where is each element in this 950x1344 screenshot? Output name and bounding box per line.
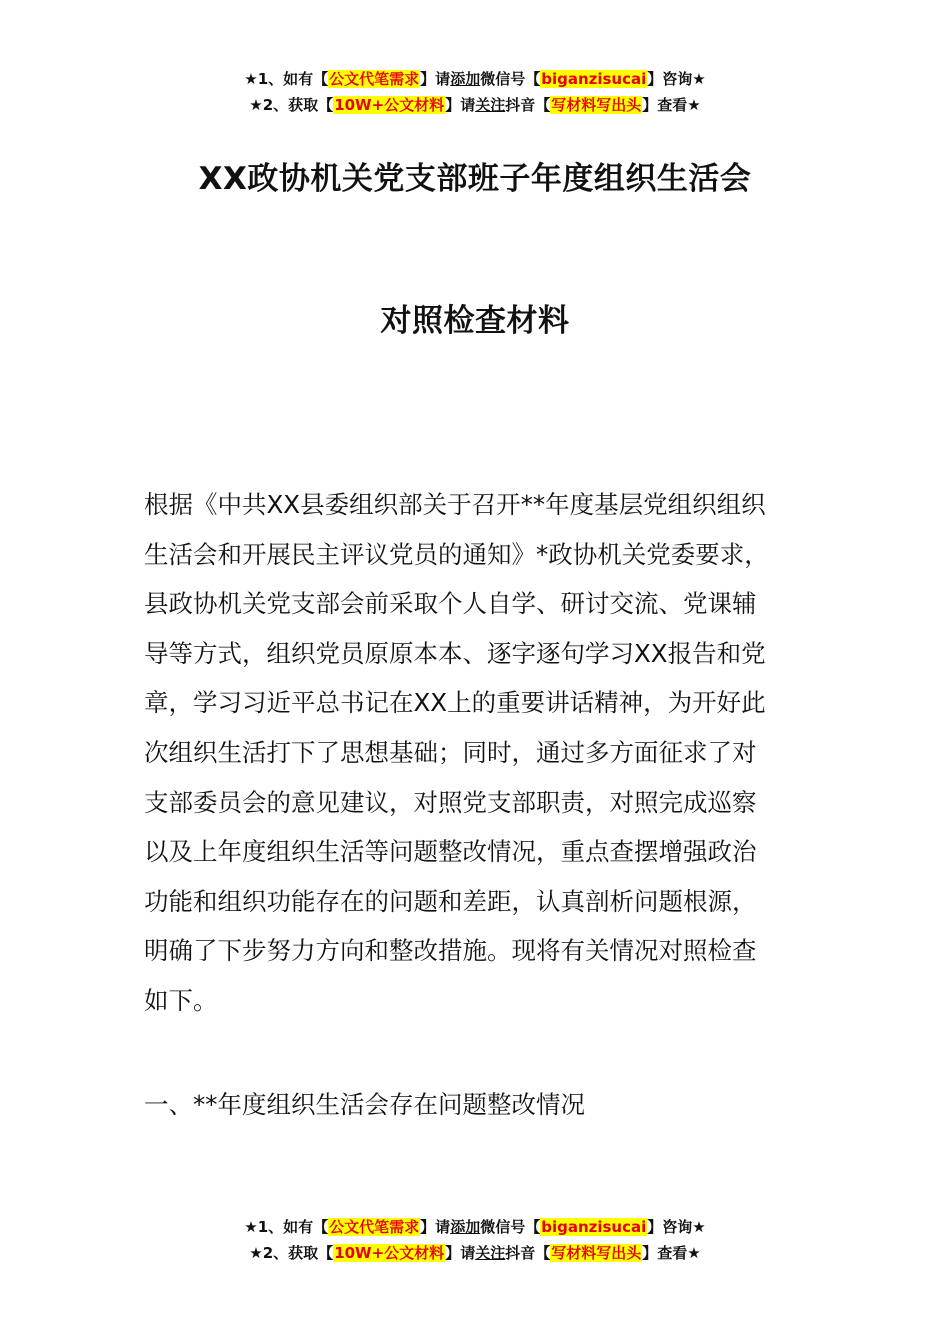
highlight-wechat-id: biganzisucai [541,70,647,88]
paragraph-line: 支部委员会的意见建议，对照党支部职责，对照完成巡察 [144,787,757,817]
section-heading: 一、**年度组织生活会存在问题整改情况 [144,1090,585,1119]
footer-banner [0,1214,950,1266]
highlight-ghostwriting: 公文代笔需求 [329,70,420,88]
banner-line-2 [0,1240,950,1266]
banner-text: 微信号【 [480,1218,541,1236]
header-banner [0,66,950,118]
banner-text: 】请 [445,96,476,114]
banner-text: ★1、如有【 [244,1218,329,1236]
banner-line-2 [0,92,950,118]
paragraph-line: 导等方式，组织党员原原本本、逐字逐句学习XX报告和党 [144,638,766,668]
highlight-douyin: 写材料写出头 [551,1244,642,1262]
banner-underlined: 添加 [450,1218,481,1236]
banner-text: ★1、如有【 [244,70,329,88]
banner-text: 】请 [420,70,451,88]
paragraph-line: 明确了下步努力方向和整改措施。现将有关情况对照检查 [144,936,757,966]
banner-text: 】咨询★ [647,1218,706,1236]
banner-text: 】请 [445,1244,476,1262]
banner-underlined: 关注 [475,96,506,114]
highlight-douyin: 写材料写出头 [551,96,642,114]
banner-underlined: 添加 [450,70,481,88]
banner-line-1 [0,66,950,92]
paragraph-line: 生活会和开展民主评议党员的通知》*政协机关党委要求， [144,539,769,569]
banner-text: 】咨询★ [647,70,706,88]
banner-text: 】查看★ [642,96,701,114]
paragraph-line: 章，学习习近平总书记在XX上的重要讲话精神，为开好此 [144,688,766,718]
document-subtitle: 对照检查材料 [380,303,570,339]
highlight-materials: 10W+公文材料 [334,1244,445,1262]
paragraph-line: 以及上年度组织生活等问题整改情况，重点查摆增强政治 [144,837,757,867]
paragraph-line: 如下。 [144,985,218,1015]
paragraph-line: 根据《中共XX县委组织部关于召开**年度基层党组织组织 [144,490,766,519]
banner-text: 微信号【 [480,70,541,88]
highlight-ghostwriting: 公文代笔需求 [329,1218,420,1236]
banner-line-1 [0,1214,950,1240]
paragraph-line: 县政协机关党支部会前采取个人自学、研讨交流、党课辅 [144,589,757,619]
banner-text: 抖音【 [505,1244,551,1262]
banner-text: 抖音【 [505,96,551,114]
body-paragraph [144,480,810,1026]
paragraph-line: 功能和组织功能存在的问题和差距，认真剖析问题根源， [144,886,757,916]
highlight-wechat-id: biganzisucai [541,1218,647,1236]
banner-text: ★2、获取【 [249,1244,334,1262]
banner-text: ★2、获取【 [249,96,334,114]
banner-underlined: 关注 [475,1244,506,1262]
document-title: XX政协机关党支部班子年度组织生活会 [198,161,752,197]
highlight-materials: 10W+公文材料 [334,96,445,114]
paragraph-line: 次组织生活打下了思想基础；同时，通过多方面征求了对 [144,737,757,767]
banner-text: 】请 [420,1218,451,1236]
banner-text: 】查看★ [642,1244,701,1262]
